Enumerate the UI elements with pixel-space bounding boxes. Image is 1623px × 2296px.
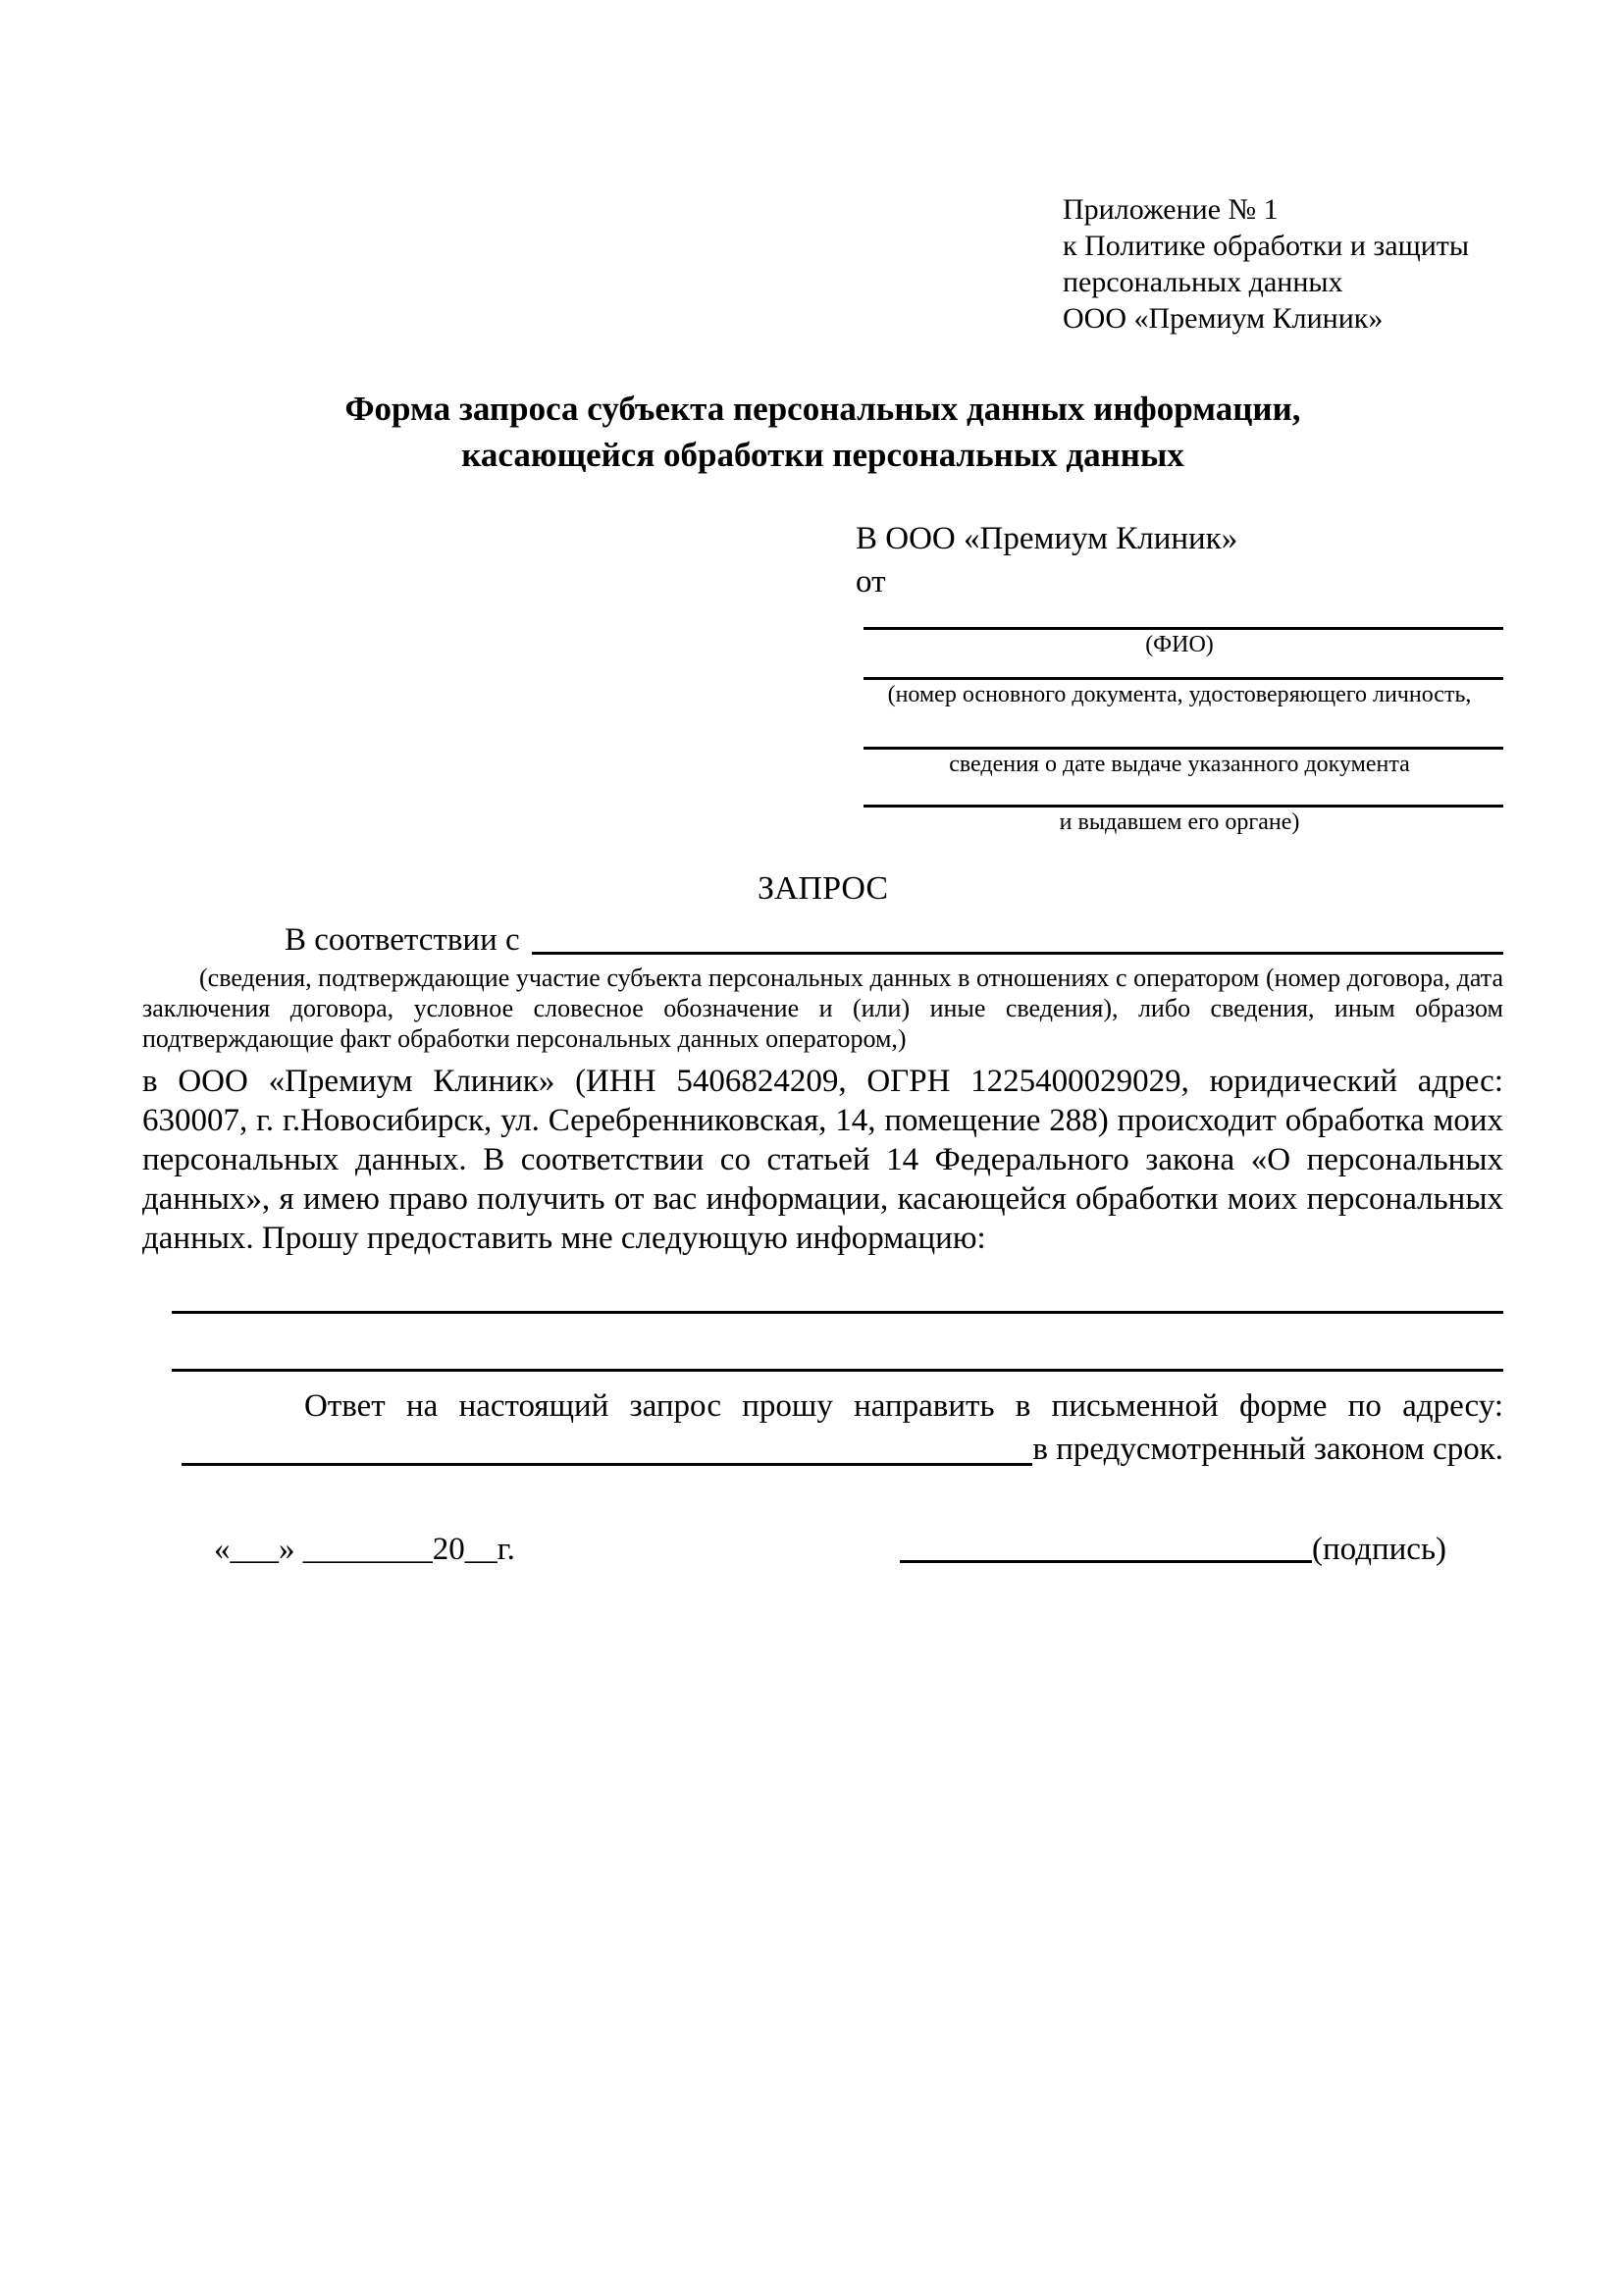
intro-note: (сведения, подтверждающие участие субъекта персональных данных в отношениях с оператором (номер договора, дата заключения договора, условное словесное обозначение и (или) иные сведения), либо сведения, иным образом подтверждающие факт обработки персональных данных оператором,) — [142, 964, 1503, 1053]
recipient-to: В ООО «Премиум Клиник» — [856, 521, 1238, 556]
reply-instruction: Ответ на настоящий запрос прошу направить в письменной форме по адресу: — [304, 1388, 1503, 1424]
appendix-line-1: Приложение № 1 — [1063, 193, 1279, 226]
signature-caption: (подпись) — [1312, 1532, 1446, 1567]
appendix-header — [1063, 191, 1503, 337]
intro-blank-line — [532, 952, 1503, 955]
document-title-line-2: касающейся обработки персональных данных — [461, 436, 1184, 474]
appendix-line-4: ООО «Премиум Клиник» — [1063, 302, 1384, 335]
issue-date-blank-line — [864, 709, 1503, 750]
fio-caption: (ФИО) — [1145, 632, 1214, 657]
reply-suffix: в предусмотренный законом срок. — [1032, 1432, 1503, 1467]
signature-group — [900, 1529, 1446, 1570]
recipient-from-label: от — [856, 564, 886, 600]
document-number-caption: (номер основного документа, удостоверяющего личность, — [887, 682, 1472, 707]
intro-row — [142, 919, 1503, 961]
request-heading: ЗАПРОС — [757, 870, 889, 907]
date-blank: «___» ________20__г. — [214, 1532, 515, 1567]
reply-address-row — [142, 1427, 1503, 1472]
information-blank-line-1 — [172, 1258, 1503, 1314]
reply-address-blank-line — [182, 1463, 1032, 1466]
footer-row — [142, 1529, 1503, 1570]
issue-date-caption: сведения о дате выдаче указанного документа — [949, 752, 1410, 777]
document-title — [142, 386, 1503, 478]
issue-date-field — [856, 709, 1503, 779]
document-number-blank-line — [864, 659, 1503, 680]
issuing-authority-blank-line — [864, 779, 1503, 808]
document-number-field — [856, 659, 1503, 709]
issuing-authority-caption: и выдавшем его органе) — [1059, 809, 1300, 835]
intro-prefix: В соответствии с — [285, 922, 520, 958]
information-blank-line-2 — [172, 1314, 1503, 1372]
signature-blank-line — [900, 1560, 1312, 1563]
appendix-line-2: к Политике обработки и защиты — [1063, 230, 1470, 262]
document-title-line-1: Форма запроса субъекта персональных данных информации, — [344, 390, 1301, 428]
fio-blank-line — [864, 603, 1503, 630]
issuing-authority-field — [856, 779, 1503, 837]
appendix-line-3: персональных данных — [1063, 266, 1343, 298]
request-body: в ООО «Премиум Клиник» (ИНН 5406824209, ОГРН 1225400029029, юридический адрес: 630007, г. г.Новосибирск, ул. Серебренниковская, 14, помещение 288) происходит обработка моих персональных данных. В соответствии со статьей 14 Федерального закона «О персональных данных», я имею право получить от вас информации, касающейся обработки моих персональных данных. Прошу предоставить мне следующую информацию: — [142, 1064, 1503, 1256]
fio-field — [856, 603, 1503, 659]
recipient-block — [856, 517, 1503, 837]
